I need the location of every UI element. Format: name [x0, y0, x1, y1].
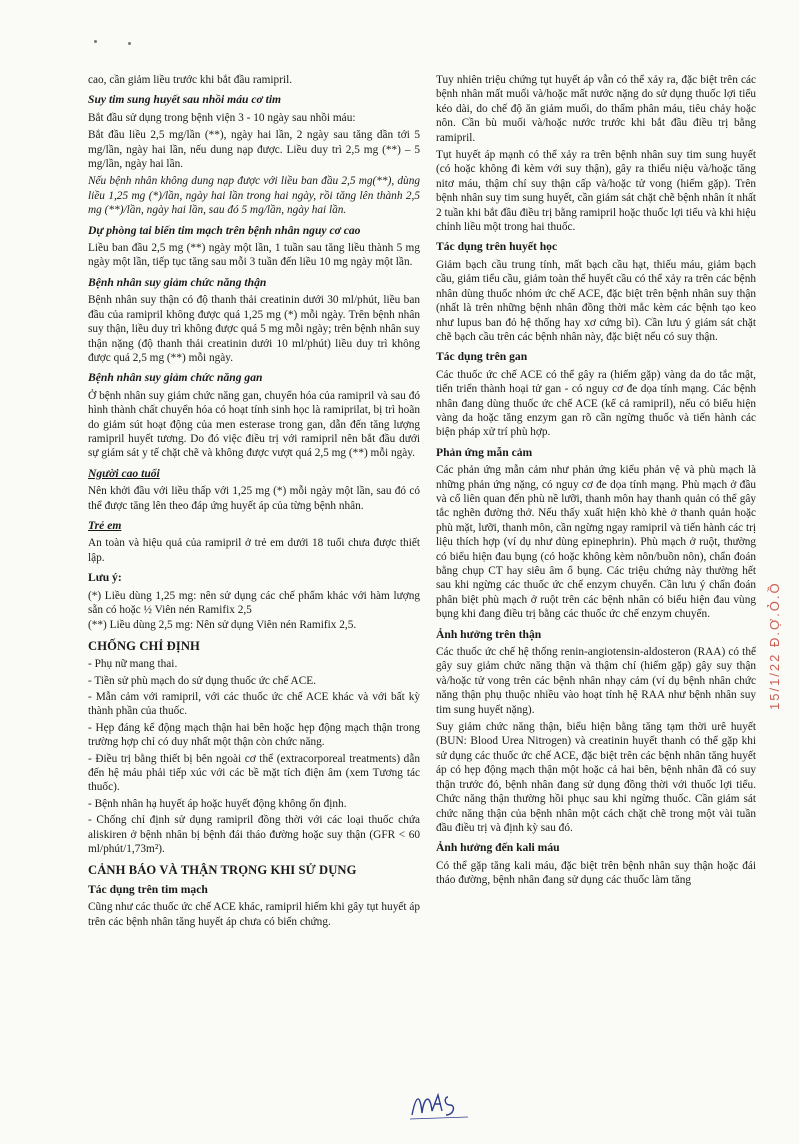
- section-heading-heart-failure: Suy tim sung huyết sau nhồi máu cơ tim: [88, 93, 282, 107]
- section-heading-elderly: Người cao tuổi: [88, 466, 160, 480]
- paragraph: Nên khởi đầu với liều thấp với 1,25 mg (*) mỗi ngày một lần, sau đó có thể được tăng lên theo đáp ứng huyết áp của từng bệnh nhân.: [88, 485, 420, 512]
- paragraph: Cũng như các thuốc ức chế ACE khác, ramipril hiếm khi gây tụt huyết áp trên các bệnh nhân tăng huyết áp chưa có biến chứng.: [88, 901, 420, 928]
- section-heading-hepatic: Bệnh nhân suy giảm chức năng gan: [88, 371, 263, 385]
- section-heading-hypersensitivity: Phản ứng mẫn cảm: [436, 445, 533, 459]
- paragraph: Các thuốc ức chế ACE có thể gây ra (hiếm gặp) vàng da do tắc mật, tiến triển thành hoại tử gan - có nguy cơ đe dọa tính mạng. Các bệnh nhân đang dùng thuốc ức chế ACE (kể cả ramipril), nếu có biểu hiện vàng da hoặc tăng enzym gan rõ cần ngừng thuốc và tiến hành các biện pháp xử trí phù hợp.: [436, 368, 756, 439]
- paragraph: Bắt đầu sử dụng trong bệnh viện 3 - 10 ngày sau nhồi máu:: [88, 111, 356, 124]
- scan-speck: [94, 40, 97, 43]
- paragraph: Bắt đầu liều 2,5 mg/lần (**), ngày hai lần, 2 ngày sau tăng dần tới 5 mg/lần, ngày hai lần, nếu dung nạp được. Liều duy trì 2,5 mg (**) – 5 mg/lần, ngày hai lần.: [88, 129, 420, 171]
- note-item: (**) Liều dùng 2,5 mg: Nên sử dụng Viên nén Ramifix 2,5.: [88, 619, 357, 632]
- paragraph: Bệnh nhân suy thận có độ thanh thải creatinin dưới 30 ml/phút, liều ban đầu của ramipril không được quá 1,25 mg (*) mỗi ngày. Trên bệnh nhân suy thận, liều duy trì không được quá 5 mg mỗi ngày; trên bệnh nhân suy thận nặng (độ thanh thải creatinin dưới 10 ml/phút) liều duy trì không được quá 2,5 mg (**) mỗi ngày.: [88, 294, 420, 364]
- section-heading-children: Trẻ em: [88, 518, 122, 532]
- paragraph: Các thuốc ức chế hệ thống renin-angiotensin-aldosteron (RAA) có thể gây suy giảm chức năng thận và thậm chí (hiếm gặp) gây suy thận và/hoặc tử vong trên các bệnh nhân nhạy cảm (ví dụ bệnh nhân chức năng thận phụ thuộc nhiều vào hoạt tính hệ RAA như bệnh nhân suy tim sung huyết nặng).: [436, 646, 756, 716]
- list-item: - Bệnh nhân hạ huyết áp hoặc huyết động không ổn định.: [88, 797, 347, 810]
- paragraph: Ở bệnh nhân suy giảm chức năng gan, chuyển hóa của ramipril và sau đó hình thành chất chuyển hóa có hoạt tính sinh học là ramiprilat, bị trì hoãn do giảm sút hoạt động của men esterase trong gan, dẫn đến tăng lượng ramipril huyết tương. Do đó việc điều trị với ramipril nên bắt đầu dưới sự giám sát y tế chặt chẽ và không được vượt quá 2,5 mg (**) mỗi ngày.: [88, 389, 420, 460]
- section-heading-hematology: Tác dụng trên huyết học: [436, 240, 558, 254]
- right-column: [436, 73, 756, 891]
- list-item: - Mẫn cảm với ramipril, với các thuốc ức chế ACE khác và với bất kỳ thành phần của thuốc.: [88, 691, 420, 718]
- list-item: - Hẹp đáng kể động mạch thận hai bên hoặc hẹp động mạch thận trong trường hợp chỉ có duy nhất một thận còn chức năng.: [88, 721, 420, 749]
- left-column: [88, 73, 420, 932]
- section-heading-potassium: Ảnh hưởng đến kali máu: [436, 841, 560, 855]
- section-heading-renal: Bệnh nhân suy giảm chức năng thận: [88, 275, 267, 289]
- paragraph: Tuy nhiên triệu chứng tụt huyết áp vẫn có thể xảy ra, đặc biệt trên các bệnh nhân mất muối và/hoặc mất nước nặng do sử dụng thuốc lợi tiểu kéo dài, do chế độ ăn giảm muối, do thẩm phân máu, tiêu chảy hoặc nôn. Cần bù muối và/hoặc nước trước khi bắt đầu điều trị bằng ramipril.: [436, 74, 756, 144]
- list-item: - Điều trị bằng thiết bị bên ngoài cơ thể (extracorporeal treatments) dẫn đến hệ máu phải tiếp xúc với các bề mặt tích điện âm (xem Tương tác thuốc).: [88, 752, 420, 794]
- note-heading: Lưu ý:: [88, 571, 122, 585]
- paragraph: Giảm bạch cầu trung tính, mất bạch cầu hạt, thiếu máu, giảm bạch cầu, giảm tiểu cầu, giảm toàn thể huyết cầu có thể xảy ra trên các bệnh nhân dùng thuốc nhóm ức chế ACE, đặc biệt trên bệnh nhân suy thận (nhất là trên những bệnh nhân đồng thời mắc kèm các bệnh tạo keo như lupus ban đỏ hệ thống hay xơ cứng bì). Cần lưu ý giám sát chặt chẽ bạch cầu trên các bệnh nhân này, đặc biệt nếu có suy thận.: [436, 258, 756, 343]
- scan-speck: [128, 42, 131, 45]
- section-heading-prevention: Dự phòng tai biến tim mạch trên bệnh nhân nguy cơ cao: [88, 223, 361, 237]
- list-item: - Chống chỉ định sử dụng ramipril đồng thời với các loại thuốc chứa aliskiren ở bệnh nhân bị bệnh đái tháo đường hoặc suy thận (GFR < 60 ml/phút/1,73m²).: [88, 814, 420, 856]
- paragraph: Có thể gặp tăng kali máu, đặc biệt trên bệnh nhân suy thận hoặc đái tháo đường, bệnh nhân đang sử dụng các thuốc làm tăng: [436, 859, 756, 887]
- section-heading-liver-effects: Tác dụng trên gan: [436, 350, 528, 364]
- section-title-warnings: CẢNH BÁO VÀ THẬN TRỌNG KHI SỬ DỤNG: [88, 862, 357, 877]
- list-item: - Phụ nữ mang thai.: [88, 658, 178, 671]
- margin-stamp: 15/1/22 Đ.Ợ.Ỏ.Ồ: [767, 581, 782, 710]
- handwritten-signature: [408, 1085, 478, 1125]
- section-title-contraindications: CHỐNG CHỈ ĐỊNH: [88, 638, 200, 653]
- list-item: - Tiền sử phù mạch do sử dụng thuốc ức chế ACE.: [88, 674, 316, 687]
- paragraph: An toàn và hiệu quả của ramipril ở trẻ em dưới 18 tuổi chưa được thiết lập.: [88, 537, 420, 564]
- contraindication-list: [88, 657, 420, 856]
- paragraph: Tụt huyết áp mạnh có thể xảy ra trên bệnh nhân suy tim sung huyết (có hoặc không đi kèm với suy thận), gây ra thiểu niệu và/hoặc tăng nitơ máu, thậm chí suy thận cấp và/hoặc tử vong (hiếm gặp). Trên bệnh nhân suy tim sung huyết, cần giám sát chặt chẽ bệnh nhân ít nhất 2 tuần khi bắt đầu điều trị bằng ramipril hoặc thuốc lợi tiểu và khi hiệu chỉnh liều một trong hai thuốc.: [436, 149, 757, 234]
- paragraph: cao, cần giảm liều trước khi bắt đầu ramipril.: [88, 74, 293, 86]
- paragraph: Nếu bệnh nhân không dung nạp được với liều ban đầu 2,5 mg(**), dùng liều 1,25 mg (*)/lần, ngày hai lần trong hai ngày, rồi tăng lên thành 2,5 mg (**)/lần, ngày hai lần, sau đó 5 mg/lần, ngày hai lần.: [88, 175, 420, 217]
- section-heading-cardiovascular: Tác dụng trên tim mạch: [88, 882, 208, 896]
- paragraph: Liều ban đầu 2,5 mg (**) ngày một lần, 1 tuần sau tăng liều thành 5 mg ngày một lần, tiếp tục tăng sau mỗi 3 tuần đến liều 10 mg ngày một lần.: [88, 242, 420, 269]
- note-item: (*) Liều dùng 1,25 mg: nên sử dụng các chế phẩm khác với hàm lượng sẵn có hoặc ½ Viên nén Ramifix 2,5: [88, 589, 420, 616]
- paragraph: Suy giảm chức năng thận, biểu hiện bằng tăng tạm thời urê huyết (BUN: Blood Urea Nitrogen) và creatinin huyết thanh có thể gặp khi sử dụng các thuốc ức chế ACE, đặc biệt trên các bệnh nhân tăng huyết áp có hẹp động mạch thận một hoặc cả hai bên, bệnh nhân đã có suy thận trước đó, bệnh nhân đang sử dụng đồng thời với thuốc lợi tiểu. Chức năng thận thường hồi phục sau khi ngừng thuốc. Cần giám sát chức năng thận của bệnh nhân một cách chặt chẽ trong một vài tuần đầu điều trị và định kỳ sau đó.: [436, 721, 756, 834]
- paragraph: Các phản ứng mẫn cảm như phản ứng kiểu phản vệ và phù mạch là những phản ứng nặng, có nguy cơ đe dọa tính mạng. Phù mạch ở đầu và cổ liên quan đến phù nề lưỡi, thanh môn hay thanh quản có thể gây tắc nghẽn đường thở. Nếu thấy xuất hiện khò khè ở thanh quản hoặc phù mặt, lưỡi, thanh môn, cần ngừng ngay ramipril và tiến hành các trị liệu thích hợp (ví dụ như dùng epinephrin). Phù mạch ở ruột, thường có biểu hiện đau bụng (có hoặc không kèm nôn/buồn nôn), chẩn đoán bằng chụp CT hay siêu âm ổ bụng. Các triệu chứng này thường hết sau khi ngừng các thuốc ức chế enzym chuyển. Cần lưu ý chẩn đoán phân biệt phù mạch ở ruột trên các bệnh nhân có biểu hiện đau vùng bụng khi đang điều trị bằng các thuốc ức chế enzym chuyển.: [436, 464, 757, 621]
- section-heading-kidney-effects: Ảnh hưởng trên thận: [436, 627, 542, 641]
